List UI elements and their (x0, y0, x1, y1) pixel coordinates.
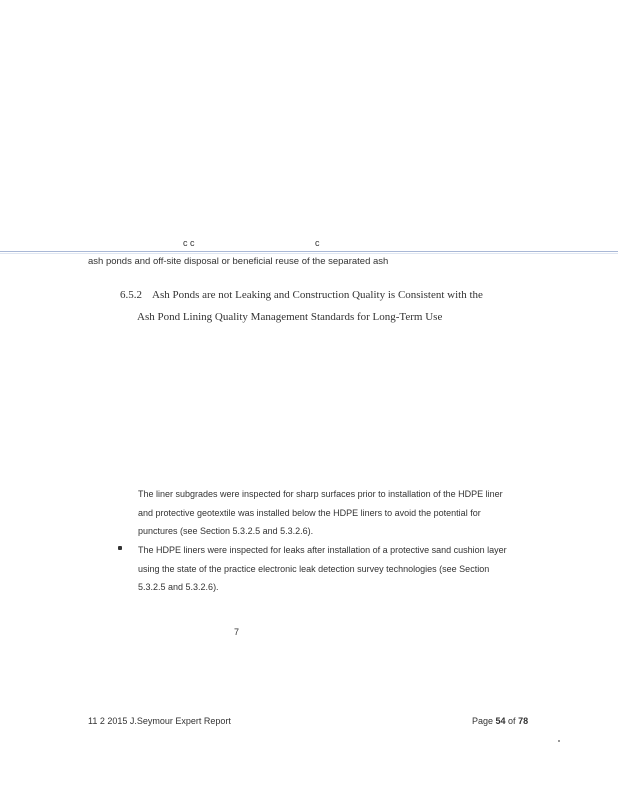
paragraph-line: and protective geotextile was installed below the HDPE liners to avoid the potential for (138, 507, 481, 518)
paragraph-liner-subgrades (138, 485, 503, 541)
paragraph-line: punctures (see Section 5.3.2.5 and 5.3.2.6). (138, 526, 314, 536)
paragraph-line: The liner subgrades were inspected for sharp surfaces prior to installation of the HDPE liner (138, 489, 503, 499)
paragraph-line: 5.3.2.5 and 5.3.2.6). (138, 582, 219, 592)
scan-rule-shadow (0, 253, 618, 254)
text-fragment-b: c (315, 238, 320, 248)
footer-page-total: 78 (518, 716, 529, 726)
body-text-line: ash ponds and off-site disposal or beneficial reuse of the separated ash (88, 256, 389, 267)
footer-page-prefix: Page (472, 716, 496, 726)
text-fragment-a: c c (183, 238, 195, 248)
paragraph-line: The HDPE liners were inspected for leaks after installation of a protective sand cushion layer (138, 545, 507, 555)
footer-page-number (472, 716, 528, 726)
scan-speck (558, 740, 560, 742)
page-mark: 7 (234, 627, 240, 637)
paragraph-leak-inspection (138, 541, 507, 597)
section-number: 6.5.2 (120, 289, 142, 301)
section-title-line1: Ash Ponds are not Leaking and Construction Quality is Consistent with the (152, 289, 483, 301)
footer-page-current: 54 (495, 716, 506, 726)
section-heading (120, 284, 580, 328)
scan-rule (0, 251, 618, 252)
footer-report-title: 11 2 2015 J.Seymour Expert Report (88, 716, 231, 726)
bullet-icon (118, 546, 122, 550)
footer-page-of: of (505, 716, 519, 726)
paragraph-line: using the state of the practice electronic leak detection survey technologies (see Section (138, 563, 490, 574)
section-title-line2: Ash Pond Lining Quality Management Standards for Long-Term Use (137, 311, 443, 323)
